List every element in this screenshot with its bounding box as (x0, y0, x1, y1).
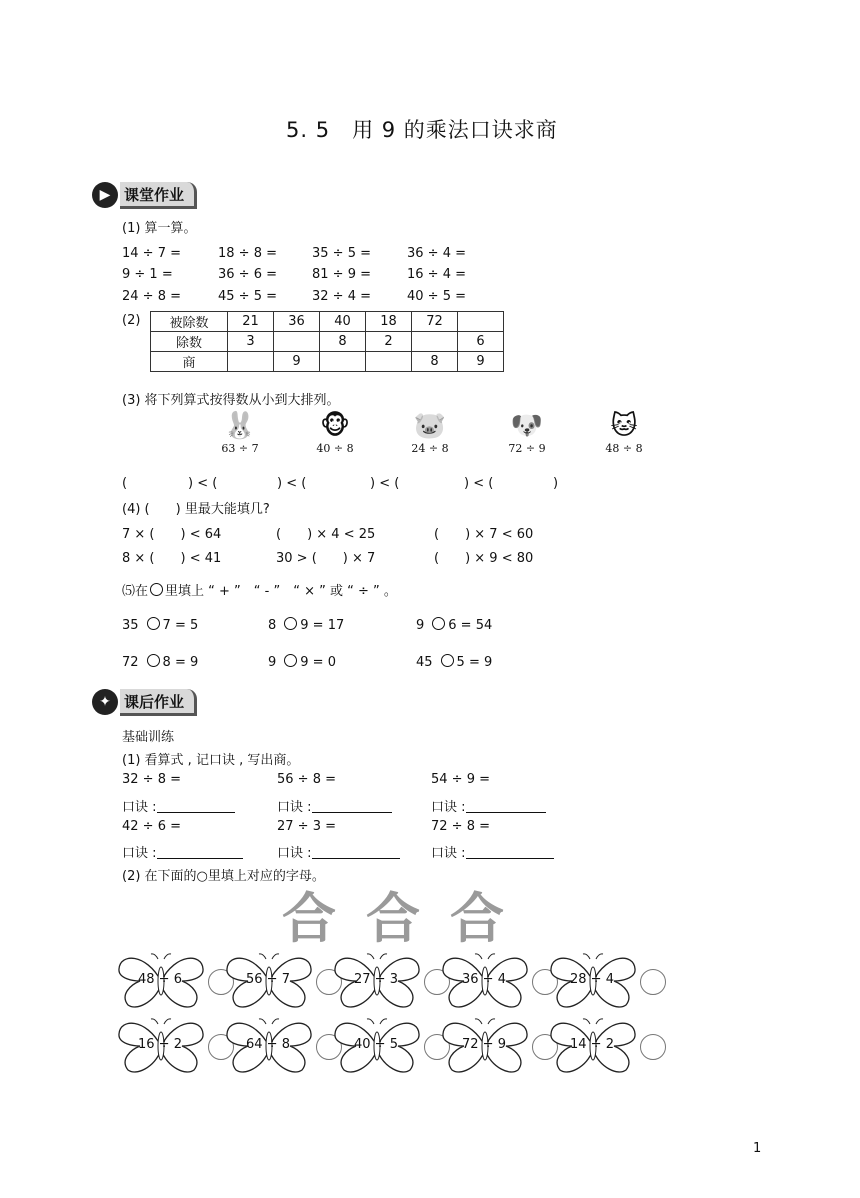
table-cell (320, 352, 366, 372)
order-bracket: ) (553, 476, 559, 491)
koujue-label: 口诀 : (277, 846, 312, 861)
table-cell: 被除数 (151, 312, 228, 332)
animal-item (218, 410, 262, 455)
problem-item: 14 ÷ 7 = (122, 246, 181, 261)
right-part: 7 = 5 (162, 618, 199, 633)
left-operand: 45 (416, 655, 433, 670)
right-part: 9 = 17 (300, 618, 345, 633)
table-cell: 40 (320, 312, 366, 332)
inequality-item: 7 × ( ) < 64 (122, 527, 222, 542)
answer-line[interactable] (466, 799, 546, 813)
q2-label: (2) (122, 313, 141, 328)
animal-item (602, 410, 646, 455)
koujue-field (122, 796, 235, 815)
table-row (151, 332, 504, 352)
table-cell: 36 (274, 312, 320, 332)
circle-icon (150, 583, 163, 596)
table-cell: 8 (320, 332, 366, 352)
expression: 56 ÷ 8 = (277, 772, 336, 787)
koujue-field (431, 842, 554, 861)
answer-circle[interactable] (640, 969, 666, 995)
right-part: 5 = 9 (456, 655, 493, 670)
animal-item (313, 410, 357, 455)
operator-problem (268, 617, 344, 633)
answer-line[interactable] (312, 845, 400, 859)
left-operand: 8 (268, 618, 277, 633)
operator-problem (416, 617, 492, 633)
butterfly-expression: 14 ÷ 2 (570, 1037, 614, 1052)
play-icon: ▶ (92, 182, 118, 208)
table-row (151, 352, 504, 372)
page-title: 5. 5 用 9 的乘法口诀求商 (286, 118, 558, 142)
butterfly-expression: 72 ÷ 9 (462, 1037, 506, 1052)
problem-item: 35 ÷ 5 = (312, 246, 371, 261)
table-cell (274, 332, 320, 352)
butterfly-expression: 16 ÷ 2 (138, 1037, 182, 1052)
animal-expression: 72 ÷ 9 (508, 442, 546, 455)
operator-circle[interactable] (147, 617, 160, 630)
operator-problem (268, 654, 336, 670)
monkey-icon: 🐵 (319, 411, 351, 441)
table-cell (458, 312, 504, 332)
operator-circle[interactable] (441, 654, 454, 667)
animal-expression: 40 ÷ 8 (316, 442, 354, 455)
koujue-label: 口诀 : (122, 846, 157, 861)
butterfly-card (440, 951, 540, 1011)
expression: 54 ÷ 9 = (431, 772, 490, 787)
butterfly-card (224, 951, 324, 1011)
operator-circle[interactable] (284, 617, 297, 630)
table-cell: 6 (458, 332, 504, 352)
operator-circle[interactable] (284, 654, 297, 667)
table-cell: 72 (412, 312, 458, 332)
koujue-label: 口诀 : (277, 800, 312, 815)
left-operand: 9 (268, 655, 277, 670)
problem-item: 18 ÷ 8 = (218, 246, 277, 261)
expression: 72 ÷ 8 = (431, 819, 490, 834)
butterfly-expression: 40 ÷ 5 (354, 1037, 398, 1052)
basic-training-label: 基础训练 (122, 730, 175, 745)
table-row (151, 312, 504, 332)
cat-icon: 🐱 (610, 411, 638, 441)
right-part: 9 = 0 (300, 655, 336, 670)
q5-label: ⑸在 里填上 “ + ” “ - ” “ × ” 或 “ ÷ ” 。 (122, 584, 397, 599)
problem-item: 36 ÷ 4 = (407, 246, 466, 261)
inequality-item: ( ) × 9 < 80 (434, 551, 534, 566)
problem-item: 40 ÷ 5 = (407, 289, 466, 304)
koujue-field (122, 842, 243, 861)
operator-problem (416, 654, 492, 670)
koujue-label: 口诀 : (431, 800, 466, 815)
left-operand: 72 (122, 655, 139, 670)
table-cell: 21 (228, 312, 274, 332)
butterfly-expression: 27 ÷ 3 (354, 972, 398, 987)
butterfly-expression: 28 ÷ 4 (570, 972, 614, 987)
inequality-item: ( ) × 7 < 60 (434, 527, 534, 542)
table-cell: 3 (228, 332, 274, 352)
table-cell: 8 (412, 352, 458, 372)
butterfly-expression: 48 ÷ 6 (138, 972, 182, 987)
table-cell: 除数 (151, 332, 228, 352)
operator-circle[interactable] (147, 654, 160, 667)
expression: 27 ÷ 3 = (277, 819, 336, 834)
problem-item: 16 ÷ 4 = (407, 267, 466, 282)
animal-item (408, 410, 452, 455)
answer-line[interactable] (466, 845, 554, 859)
q4-label: (4) ( ) 里最大能填几? (122, 502, 270, 517)
butterfly-card (116, 1016, 216, 1076)
butterfly-card (224, 1016, 324, 1076)
butterfly-expression: 36 ÷ 4 (462, 972, 506, 987)
animal-expression: 63 ÷ 7 (221, 442, 259, 455)
order-bracket: ) < ( (370, 476, 400, 491)
inequality-item: ( ) × 4 < 25 (276, 527, 376, 542)
hw-q1-label: (1) 看算式 , 记口诀 , 写出商。 (122, 753, 300, 768)
runner-icon: ✦ (92, 689, 118, 715)
butterfly-card (548, 951, 648, 1011)
koujue-field (277, 842, 400, 861)
left-operand: 35 (122, 618, 139, 633)
order-bracket: ) < ( (464, 476, 494, 491)
division-table (150, 311, 504, 372)
butterfly-card (116, 951, 216, 1011)
operator-problem (122, 654, 198, 670)
inequality-item: 30 > ( ) × 7 (276, 551, 376, 566)
inequality-item: 8 × ( ) < 41 (122, 551, 222, 566)
answer-circle[interactable] (640, 1034, 666, 1060)
problem-item: 24 ÷ 8 = (122, 289, 181, 304)
section-banner-classwork: ▶ 课堂作业 (92, 181, 197, 209)
operator-problem (122, 617, 198, 633)
butterfly-card (548, 1016, 648, 1076)
right-part: 8 = 9 (162, 655, 199, 670)
butterfly-expression: 64 ÷ 8 (246, 1037, 290, 1052)
right-part: 6 = 54 (448, 618, 493, 633)
koujue-field (431, 796, 546, 815)
pig-icon: 🐷 (413, 411, 447, 441)
watermark: 合合合 (282, 887, 534, 950)
koujue-label: 口诀 : (122, 800, 157, 815)
table-cell (412, 332, 458, 352)
problem-item: 32 ÷ 4 = (312, 289, 371, 304)
table-cell: 2 (366, 332, 412, 352)
dog-icon: 🐶 (510, 411, 544, 441)
order-bracket: ) < ( (188, 476, 218, 491)
hw-q2-label: (2) 在下面的○里填上对应的字母。 (122, 869, 325, 884)
koujue-field (277, 796, 392, 815)
animal-item (505, 410, 549, 455)
section-banner-homework: ✦ 课后作业 (92, 688, 197, 716)
koujue-label: 口诀 : (431, 846, 466, 861)
animal-expression: 24 ÷ 8 (411, 442, 449, 455)
answer-line[interactable] (157, 799, 235, 813)
table-cell (228, 352, 274, 372)
butterfly-card (440, 1016, 540, 1076)
answer-line[interactable] (312, 799, 392, 813)
table-cell (366, 352, 412, 372)
butterfly-card (332, 951, 432, 1011)
problem-item: 9 ÷ 1 = (122, 267, 173, 282)
order-bracket: ( (122, 476, 128, 491)
problem-item: 36 ÷ 6 = (218, 267, 277, 282)
expression: 42 ÷ 6 = (122, 819, 181, 834)
table-cell: 18 (366, 312, 412, 332)
operator-circle[interactable] (432, 617, 445, 630)
q3-label: (3) 将下列算式按得数从小到大排列。 (122, 393, 340, 408)
page-number: 1 (753, 1141, 762, 1156)
rabbit-icon: 🐰 (223, 411, 257, 441)
expression: 32 ÷ 8 = (122, 772, 181, 787)
left-operand: 9 (416, 618, 425, 633)
q1-label: (1) 算一算。 (122, 221, 197, 236)
table-cell: 商 (151, 352, 228, 372)
problem-item: 45 ÷ 5 = (218, 289, 277, 304)
butterfly-expression: 56 ÷ 7 (246, 972, 290, 987)
butterfly-card (332, 1016, 432, 1076)
answer-line[interactable] (157, 845, 243, 859)
problem-item: 81 ÷ 9 = (312, 267, 371, 282)
animal-expression: 48 ÷ 8 (605, 442, 643, 455)
order-bracket: ) < ( (277, 476, 307, 491)
table-cell: 9 (458, 352, 504, 372)
table-cell: 9 (274, 352, 320, 372)
